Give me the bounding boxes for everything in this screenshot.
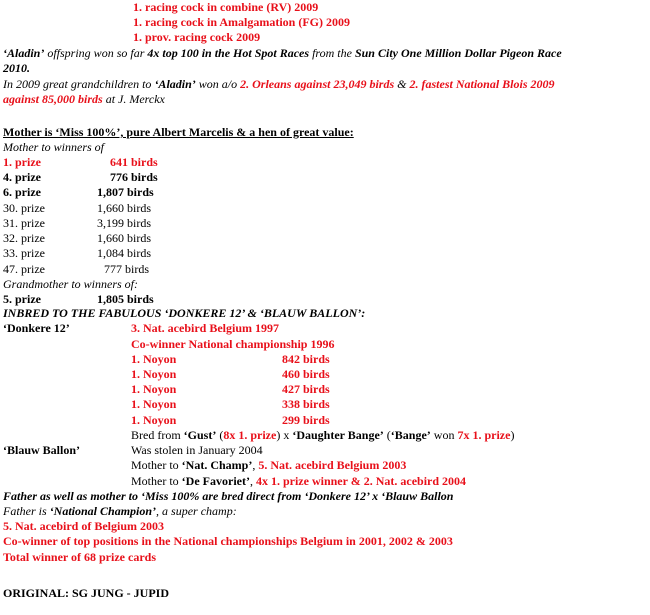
text: ( — [216, 428, 224, 442]
prize-place: 33. prize — [3, 246, 45, 260]
donkere-line-2: Co-winner National championship 1996 — [131, 337, 335, 351]
result-orleans: 2. Orleans against 23,049 birds — [240, 77, 395, 91]
text: 4x top 100 in the Hot Spot Races — [147, 46, 310, 60]
text: ( — [383, 428, 391, 442]
mother-heading: Mother is ‘Miss 100%’, pure Albert Marcelis & a hen of great value: — [3, 125, 354, 139]
gust-name: ‘Gust’ — [183, 428, 217, 442]
daughter-bange-name: ‘Daughter Bange’ — [292, 428, 384, 442]
grandmother-prize-birds: 1,805 birds — [97, 292, 154, 306]
favoriet-result: 4x 1. prize winner & 2. Nat. acebird 2004 — [255, 474, 467, 488]
text: , — [249, 474, 256, 488]
title-line-3: 1. prov. racing cock 2009 — [133, 30, 261, 44]
text: In 2009 great grandchildren to — [3, 77, 155, 91]
bange-prize: 7x 1. prize — [457, 428, 511, 442]
prize-birds: 3,199 birds — [97, 216, 151, 230]
father-result-2: Co-winner of top positions in the National championships Belgium in 2001, 2002 & 2003 — [3, 534, 453, 548]
result-blois: 2. fastest National Blois 2009 — [409, 77, 555, 91]
father-result-3: Total winner of 68 prize cards — [3, 550, 156, 564]
noyon-race: 1. Noyon — [131, 397, 177, 411]
prize-birds: 641 birds — [110, 155, 158, 169]
blauw-line-2 — [131, 458, 406, 473]
nat-champ-result: 5. Nat. acebird Belgium 2003 — [258, 458, 407, 472]
aladin-name: ‘Aladin’ — [154, 77, 196, 91]
noyon-race: 1. Noyon — [131, 367, 177, 381]
noyon-race: 1. Noyon — [131, 352, 177, 366]
prize-place: 6. prize — [3, 185, 41, 199]
text: won a/o — [195, 77, 241, 91]
text: at J. Merckx — [102, 92, 165, 106]
text: Mother to — [131, 474, 182, 488]
prize-birds: 776 birds — [110, 170, 158, 184]
prize-birds: 1,084 birds — [97, 246, 151, 260]
bange-name: ‘Bange’ — [390, 428, 431, 442]
prize-place: 1. prize — [3, 155, 41, 169]
text: from the — [309, 46, 355, 60]
mother-to-winners-label: Mother to winners of — [3, 140, 104, 154]
title-line-1: 1. racing cock in combine (RV) 2009 — [133, 0, 319, 14]
nat-champ-name: ‘Nat. Champ’ — [181, 458, 253, 472]
grandmother-label: Grandmother to winners of: — [3, 277, 138, 291]
text: Father is — [3, 504, 50, 518]
blauw-line-1: Was stolen in January 2004 — [131, 443, 263, 457]
prize-birds: 1,660 birds — [97, 201, 151, 215]
text: won — [430, 428, 458, 442]
gust-prize: 8x 1. prize — [223, 428, 277, 442]
text: , — [252, 458, 259, 472]
prize-place: 4. prize — [3, 170, 41, 184]
noyon-birds: 427 birds — [282, 382, 330, 396]
blauw-name: ‘Blauw Ballon’ — [3, 443, 81, 457]
aladin-name: ‘Aladin’ — [3, 46, 45, 60]
aladin-2009-line — [3, 77, 555, 92]
blauw-line-3 — [131, 474, 466, 489]
noyon-birds: 460 birds — [282, 367, 330, 381]
father-mother-line: Father as well as mother to ‘Miss 100% are bred direct from ‘Donkere 12’ x ‘Blauw Ballon — [3, 489, 454, 503]
noyon-race: 1. Noyon — [131, 413, 177, 427]
noyon-race: 1. Noyon — [131, 382, 177, 396]
prize-place: 30. prize — [3, 201, 45, 215]
text: Bred from — [131, 428, 184, 442]
prize-birds: 1,807 birds — [97, 185, 154, 199]
text: ) — [510, 428, 515, 442]
noyon-birds: 842 birds — [282, 352, 330, 366]
father-result-1: 5. Nat. acebird of Belgium 2003 — [3, 519, 164, 533]
prize-place: 32. prize — [3, 231, 45, 245]
father-line — [3, 504, 237, 519]
prize-birds: 777 birds — [104, 262, 149, 276]
text: & — [394, 77, 410, 91]
noyon-birds: 338 birds — [282, 397, 330, 411]
grandmother-prize-place: 5. prize — [3, 292, 41, 306]
text: offspring won so far — [44, 46, 148, 60]
title-line-2: 1. racing cock in Amalgamation (FG) 2009 — [133, 15, 350, 29]
aladin-spot-line — [3, 46, 562, 61]
text: Sun City One Million Dollar Pigeon Race — [354, 46, 562, 60]
favoriet-name: ‘De Favoriet’ — [181, 474, 250, 488]
text: , a super champ: — [156, 504, 237, 518]
noyon-birds: 299 birds — [282, 413, 330, 427]
aladin-2009-line-2 — [3, 92, 165, 107]
original-line: ORIGINAL: SG JUNG - JUPID — [3, 586, 170, 600]
prize-birds: 1,660 birds — [97, 231, 151, 245]
result-blois-birds: against 85,000 birds — [3, 92, 103, 106]
prize-place: 31. prize — [3, 216, 45, 230]
text: Mother to — [131, 458, 182, 472]
donkere-name: ‘Donkere 12’ — [3, 321, 70, 335]
donkere-bred-line — [131, 428, 514, 443]
aladin-spot-year: 2010. — [3, 61, 30, 75]
prize-place: 47. prize — [3, 262, 45, 276]
national-champion-name: ‘National Champion’ — [49, 504, 157, 518]
donkere-line-1: 3. Nat. acebird Belgium 1997 — [131, 321, 279, 335]
inbred-heading: INBRED TO THE FABULOUS ‘DONKERE 12’ & ‘BLAUW BALLON’: — [3, 306, 366, 320]
text: ) x — [276, 428, 293, 442]
